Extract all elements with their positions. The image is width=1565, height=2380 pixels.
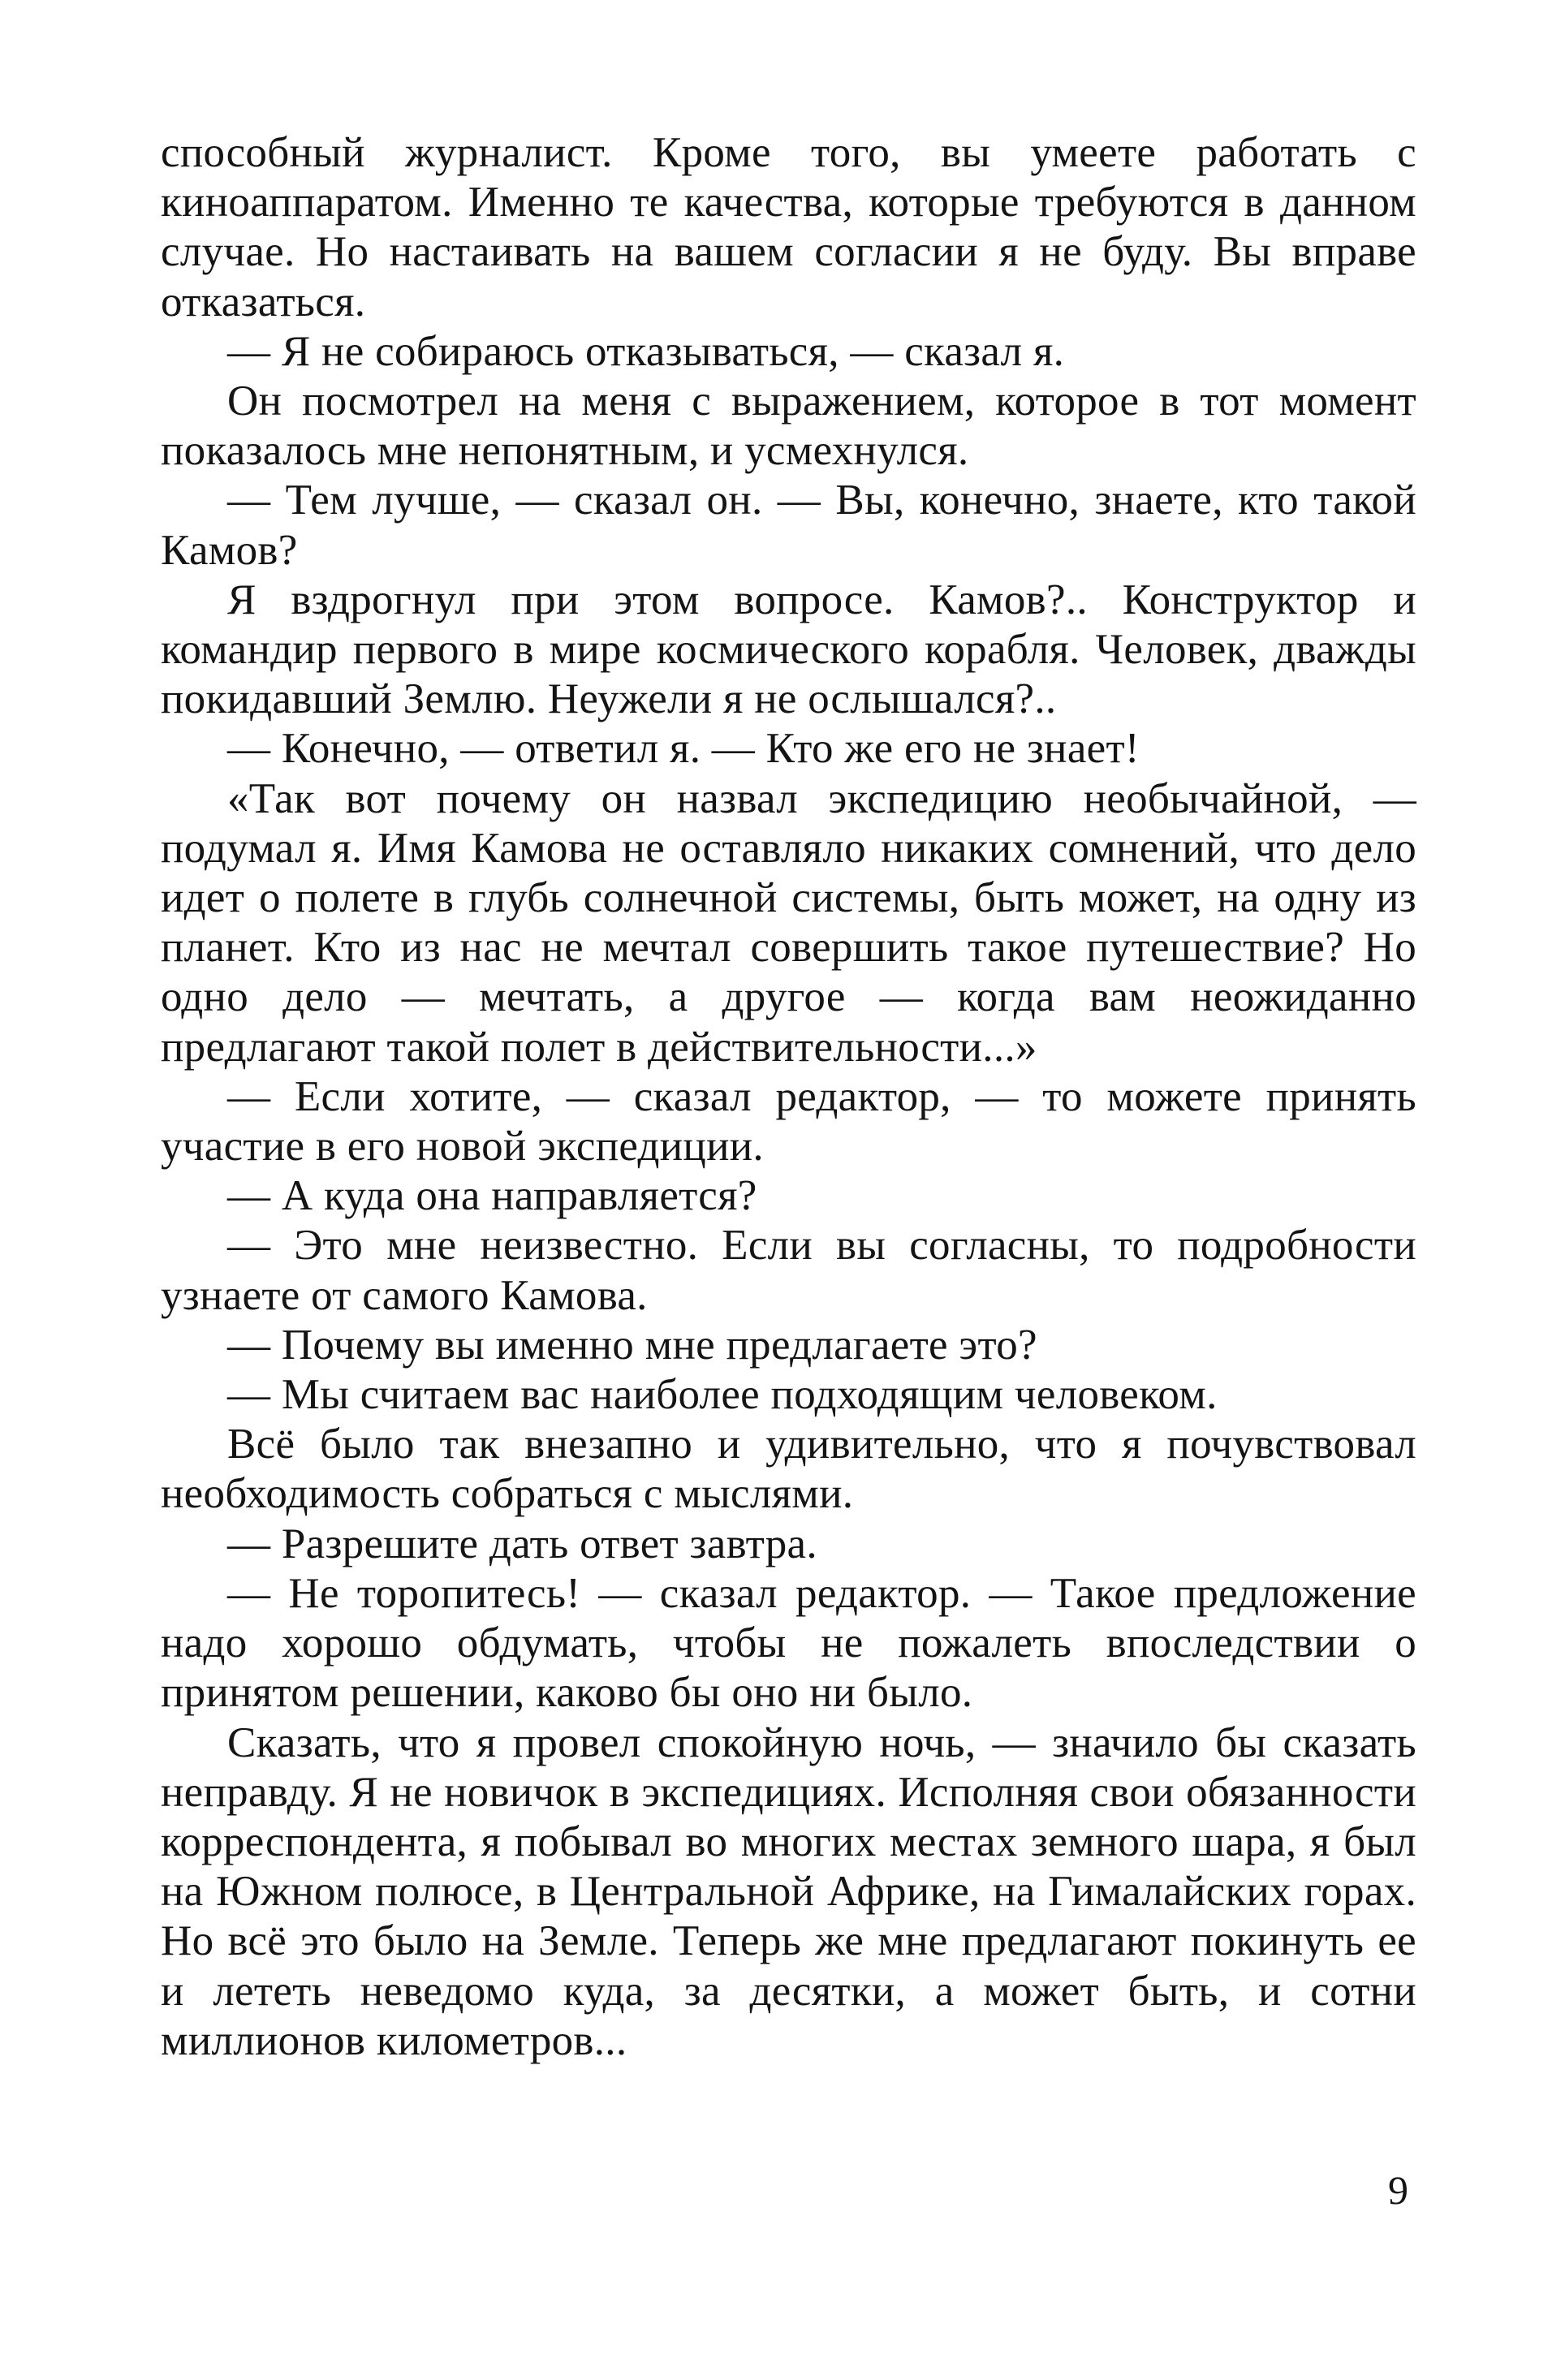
paragraph-16: Сказать, что я провел спокойную ночь, — значило бы сказать неправду. Я не новичок в экспедициях. Исполняя свои обязанности корреспондента, я побывал во многих местах земного шара, я был на Южном полюсе, в Центральной Африке, на Гималайских горах. Но всё это было на Земле. Теперь же мне предлагают покинуть ее и лететь неведомо куда, за десятки, а может быть, и сотни миллионов километров... (161, 1718, 1416, 2064)
paragraph-15: — Не торопитесь! — сказал редактор. — Такое предложение надо хорошо обдумать, чтобы не пожалеть впоследствии о принятом решении, каково бы оно ни было. (161, 1569, 1416, 1717)
paragraph-14: — Разрешите дать ответ завтра. (227, 1520, 817, 1567)
paragraph-3: Он посмотрел на меня с выражением, которое в тот момент показалось мне непонятным, и усмехнулся. (161, 377, 1416, 475)
paragraph-13: Всё было так внезапно и удивительно, что я почувствовал необходимость собраться с мыслями. (161, 1421, 1416, 1518)
paragraph-10: — Это мне неизвестно. Если вы согласны, то подробности узнаете от самого Камова. (161, 1222, 1416, 1319)
paragraph-7: «Так вот почему он назвал экспедицию необычайной, — подумал я. Имя Камова не оставляло никаких сомнений, что дело идет о полете в глубь солнечной системы, быть может, на одну из планет. Кто из нас не мечтал совершить такое путешествие? Но одно дело — мечтать, а другое — когда вам неожиданно предлагают такой полет в действительности...» (161, 774, 1416, 1071)
paragraph-1: способный журналист. Кроме того, вы умеете работать с киноаппаратом. Именно те качества, которые требуются в данном случае. Но настаивать на вашем согласии я не буду. Вы вправе отказаться. (161, 129, 1416, 326)
paragraph-5: Я вздрогнул при этом вопросе. Камов?.. Конструктор и командир первого в мире космического корабля. Человек, дважды покидавший Землю. Неужели я не ослышался?.. (161, 576, 1416, 723)
paragraph-9: — А куда она направляется? (227, 1172, 757, 1220)
paragraph-4: — Тем лучше, — сказал он. — Вы, конечно, знаете, кто такой Камов? (161, 476, 1416, 574)
paragraph-6: — Конечно, — ответил я. — Кто же его не знает! (227, 725, 1140, 773)
paragraph-11: — Почему вы именно мне предлагаете это? (227, 1321, 1037, 1369)
page-number: 9 (1388, 2167, 1408, 2213)
paragraph-12: — Мы считаем вас наиболее подходящим человеком. (227, 1371, 1218, 1419)
page-body-text (161, 128, 1416, 2066)
paragraph-2: — Я не собираюсь отказываться, — сказал я. (227, 327, 1065, 375)
paragraph-8: — Если хотите, — сказал редактор, — то можете принять участие в его новой экспедиции. (161, 1072, 1416, 1171)
